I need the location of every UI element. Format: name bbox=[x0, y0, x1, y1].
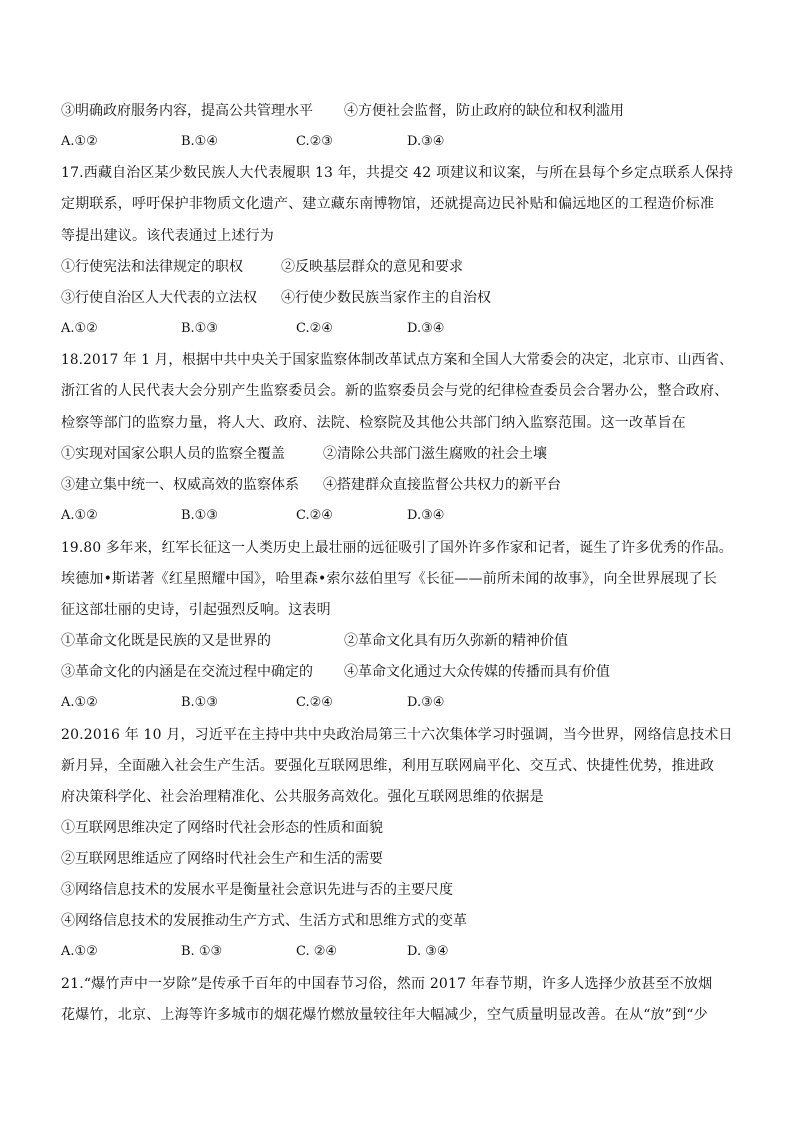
q19-stem-line: 19.80 多年来，红军长征这一人类历史上最壮丽的远征吸引了国外许多作家和记者，诞生了许多优秀的作品。 bbox=[61, 540, 733, 556]
top-answer-c: C.②③ bbox=[296, 134, 333, 149]
q18-option-2: ②清除公共部门滋生腐败的社会土壤 bbox=[323, 446, 547, 462]
q18-option-4: ④搭建群众直接监督公共权力的新平台 bbox=[323, 477, 561, 493]
q21-stem-line: 21.“爆竹声中一岁除”是传承千百年的中国春节习俗，然而 2017 年春节期，许多人选择少放甚至不放烟 bbox=[61, 976, 713, 992]
q18-stem-line: 检察等部门的监察力量，将人大、政府、法院、检察院及其他公共部门纳入监察范围。这一改革旨在 bbox=[61, 415, 686, 431]
q20-stem-line: 20.2016 年 10 月，习近平在主持中共中央政治局第三十六次集体学习时强调，当今世界，网络信息技术日 bbox=[61, 727, 733, 743]
q17-option-2: ②反映基层群众的意见和要求 bbox=[281, 259, 463, 275]
q18-answer-a: A.①② bbox=[61, 508, 98, 523]
q20-answer-a: A.①② bbox=[61, 944, 98, 959]
top-option-3: ③明确政府服务内容，提高公共管理水平 bbox=[61, 103, 313, 119]
q17-option-1: ①行使宪法和法律规定的职权 bbox=[61, 259, 243, 275]
top-option-4: ④方便社会监督，防止政府的缺位和权利滥用 bbox=[344, 103, 624, 119]
q18-stem-line: 浙江省的人民代表大会分别产生监察委员会。新的监察委员会与党的纪律检查委员会合署办公，整合政府、 bbox=[61, 383, 729, 399]
q19-answer-c: C.②④ bbox=[296, 695, 333, 710]
q17-answer-d: D.③④ bbox=[407, 321, 445, 336]
q21-stem-line: 花爆竹，北京、上海等许多城市的烟花爆竹燃放量较往年大幅减少，空气质量明显改善。在从“放”到“少 bbox=[61, 1007, 708, 1023]
top-answer-a: A.①② bbox=[61, 134, 98, 149]
q19-answer-d: D.③④ bbox=[407, 695, 445, 710]
q20-stem-line: 府决策科学化、社会治理精准化、公共服务高效化。强化互联网思维的依据是 bbox=[61, 789, 544, 805]
q17-answer-b: B.①③ bbox=[181, 321, 218, 336]
q18-option-1: ①实现对国家公职人员的监察全覆盖 bbox=[61, 446, 285, 462]
q17-answer-a: A.①② bbox=[61, 321, 98, 336]
q20-answer-d: D. ③④ bbox=[407, 944, 449, 959]
q19-option-2: ②革命文化具有历久弥新的精神价值 bbox=[344, 633, 568, 649]
q19-answer-a: A.①② bbox=[61, 695, 98, 710]
q17-stem-line: 17.西藏自治区某少数民族人大代表履职 13 年，共提交 42 项建议和议案，与所在县每个乡定点联系人保持 bbox=[61, 165, 734, 181]
q18-answer-b: B.①③ bbox=[181, 508, 218, 523]
q19-option-1: ①革命文化既是民族的又是世界的 bbox=[61, 633, 271, 649]
q19-stem-line: 埃德加•斯诺著《红星照耀中国》，哈里森•索尔兹伯里写《长征——前所未闻的故事》，向全世界展现了长 bbox=[61, 571, 718, 587]
q20-option-2: ②互联网思维适应了网络时代社会生产和生活的需要 bbox=[61, 851, 383, 867]
q19-option-4: ④革命文化通过大众传媒的传播而具有价值 bbox=[344, 664, 610, 680]
q18-answer-d: D.③④ bbox=[407, 508, 445, 523]
q20-option-3: ③网络信息技术的发展水平是衡量社会意识先进与否的主要尺度 bbox=[61, 882, 453, 898]
q18-answer-c: C.②④ bbox=[296, 508, 333, 523]
q17-stem-line: 定期联系，呼吁保护非物质文化遗产、建立藏东南博物馆，还就提高边民补贴和偏远地区的工程造价标准 bbox=[61, 196, 715, 212]
q20-option-1: ①互联网思维决定了网络时代社会形态的性质和面貌 bbox=[61, 820, 383, 836]
top-answer-b: B.①④ bbox=[181, 134, 218, 149]
q19-option-3: ③革命文化的内涵是在交流过程中确定的 bbox=[61, 664, 313, 680]
q18-option-3: ③建立集中统一、权威高效的监察体系 bbox=[61, 477, 299, 493]
q20-answer-b: B. ①③ bbox=[181, 944, 223, 959]
q19-stem-line: 征这部壮丽的史诗，引起强烈反响。这表明 bbox=[61, 602, 331, 618]
top-answer-d: D.③④ bbox=[407, 134, 445, 149]
q18-stem-line: 18.2017 年 1 月，根据中共中央关于国家监察体制改革试点方案和全国人大常委会的决定，北京市、山西省、 bbox=[61, 352, 733, 368]
q20-answer-c: C. ②④ bbox=[296, 944, 338, 959]
q20-option-4: ④网络信息技术的发展推动生产方式、生活方式和思维方式的变革 bbox=[61, 913, 467, 929]
q17-option-4: ④行使少数民族当家作主的自治权 bbox=[281, 290, 491, 306]
q17-option-3: ③行使自治区人大代表的立法权 bbox=[61, 290, 257, 306]
q20-stem-line: 新月异，全面融入社会生产生活。要强化互联网思维，利用互联网扁平化、交互式、快捷性优势，推进政 bbox=[61, 758, 715, 774]
q17-answer-c: C.②④ bbox=[296, 321, 333, 336]
q17-stem-line: 等提出建议。该代表通过上述行为 bbox=[61, 228, 274, 244]
q19-answer-b: B.①③ bbox=[181, 695, 218, 710]
